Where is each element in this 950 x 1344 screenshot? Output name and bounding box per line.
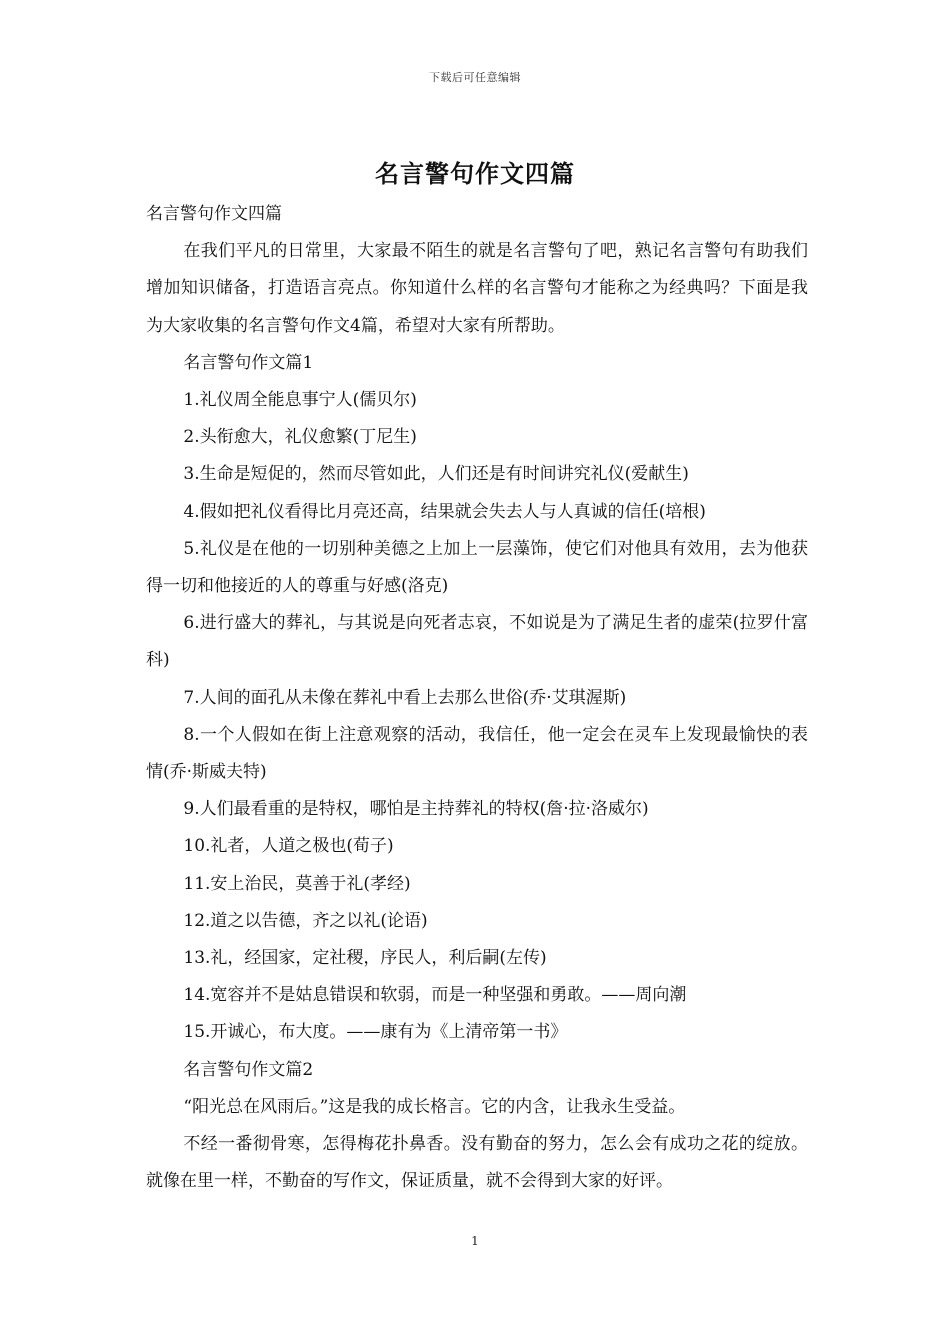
- quote-item: 3.生命是短促的，然而尽管如此，人们还是有时间讲究礼仪(爱献生): [183, 464, 689, 485]
- quote-item: 15.开诚心，布大度。——康有为《上清帝第一书》: [183, 1022, 568, 1043]
- section2-paragraph: 不经一番彻骨寒，怎得梅花扑鼻香。没有勤奋的努力，怎么会有成功之花的绽放。就像在里一样，不勤奋的写作文，保证质量，就不会得到大家的好评。: [146, 1134, 808, 1192]
- quote-item: 1.礼仪周全能息事宁人(儒贝尔): [183, 390, 417, 411]
- section2-paragraph: “阳光总在风雨后。”这是我的成长格言。它的内含，让我永生受益。: [183, 1096, 686, 1117]
- quote-item: 14.宽容并不是姑息错误和软弱，而是一种坚强和勇敢。——周向潮: [183, 985, 687, 1006]
- quote-item: 13.礼，经国家，定社稷，序民人，利后嗣(左传): [183, 948, 547, 969]
- quote-item: 5.礼仪是在他的一切别种美德之上加上一层藻饰，使它们对他具有效用，去为他获得一切和他接近的人的尊重与好感(洛克): [146, 538, 808, 597]
- quote-item: 12.道之以告德，齐之以礼(论语): [183, 910, 428, 931]
- quote-item: 9.人们最看重的是特权，哪怕是主持葬礼的特权(詹·拉·洛威尔): [183, 799, 649, 820]
- quote-item: 6.进行盛大的葬礼，与其说是向死者志哀，不如说是为了满足生者的虚荣(拉罗什富科): [146, 613, 808, 671]
- quote-item: 11.安上治民，莫善于礼(孝经): [183, 873, 411, 894]
- intro-paragraph: 在我们平凡的日常里，大家最不陌生的就是名言警句了吧，熟记名言警句有助我们增加知识储备，打造语言亮点。你知道什么样的名言警句才能称之为经典吗？下面是我为大家收集的名言警句作文4篇，希望对大家有所帮助。: [146, 241, 808, 336]
- quote-item: 8.一个人假如在街上注意观察的活动，我信任，他一定会在灵车上发现最愉快的表情(乔·斯威夫特): [146, 724, 808, 783]
- document-title: 名言警句作文四篇: [375, 160, 575, 188]
- section-heading-1: 名言警句作文篇1: [183, 352, 314, 373]
- document-subtitle: 名言警句作文四篇: [146, 204, 282, 224]
- quote-item: 7.人间的面孔从未像在葬礼中看上去那么世俗(乔·艾琪渥斯): [183, 687, 627, 708]
- quote-item: 4.假如把礼仪看得比月亮还高，结果就会失去人与人真诚的信任(培根): [183, 501, 706, 522]
- page-number: 1: [471, 1234, 479, 1248]
- quote-item: 2.头衔愈大，礼仪愈繁(丁尼生): [183, 427, 417, 448]
- document-body: [146, 196, 808, 1200]
- quote-item: 10.礼者，人道之极也(荀子): [183, 836, 394, 857]
- page-header-note: 下载后可任意编辑: [429, 71, 521, 84]
- section-heading-2: 名言警句作文篇2: [183, 1059, 314, 1080]
